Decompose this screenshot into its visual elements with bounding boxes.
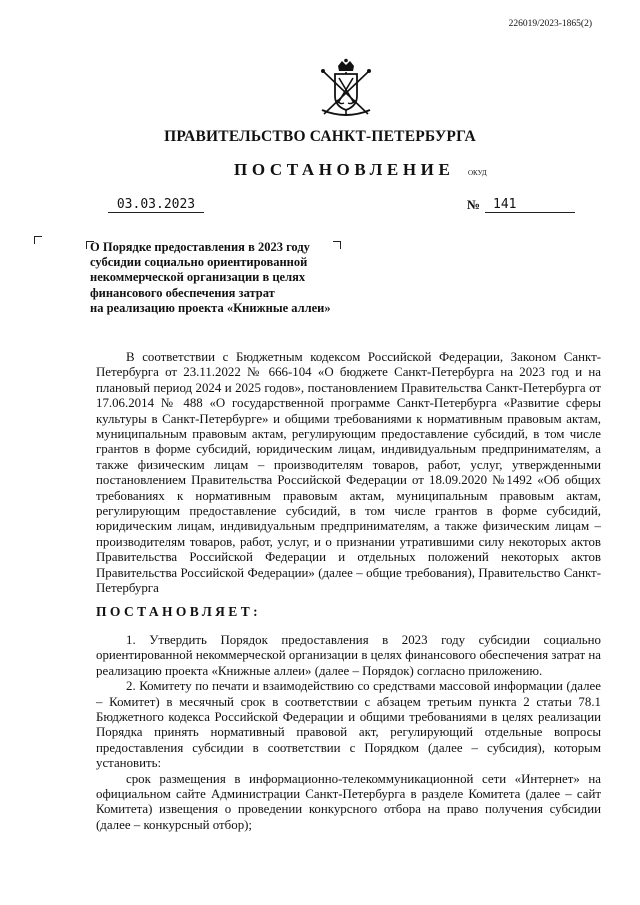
number-sign: №	[467, 197, 481, 212]
decree-heading: ПОСТАНОВЛЯЕТ:	[96, 604, 262, 619]
document-type: ПОСТАНОВЛЕНИЕ	[234, 160, 455, 179]
document-number: 141	[485, 197, 575, 213]
title-line: субсидии социально ориентированной	[90, 255, 308, 270]
title-line: некоммерческой организации в целях	[90, 270, 306, 285]
title-line: финансового обеспечения затрат	[90, 285, 275, 300]
registration-number: 226019/2023-1865(2)	[508, 19, 592, 29]
preamble-paragraph: В соответствии с Бюджетным кодексом Российской Федерации, Законом Санкт-Петербурга от 23.11.2022 № 666-104 «О бюджете Санкт-Петербурга на 2023 год и на плановый период 2024 и 2025 годов», постановлением Правительства Санкт-Петербурга от 17.06.2014 № 488 «О государственной программе Санкт-Петербурга «Развитие сферы культуры в Санкт-Петербурге» и общими требованиями к нормативным правовым актам, муниципальным правовым актам, регулирующим предоставление субсидий, в том числе грантов в форме субсидий, юридическим лицам, индивидуальным предпринимателям, а также физическим лицам – производителям товаров, работ, услуг, утвержденными постановлением Правительства Российской Федерации от 18.09.2020 №1492 «Об общих требованиях к нормативным правовым актам, муниципальным правовым актам, регулирующим предоставление субсидий, в том числе грантов в форме субсидий, юридическим лицам, индивидуальным предпринимателям, а также физическим лицам – производителям товаров, работ, услуг, и о признании утратившими силу некоторых актов Правительства Российской Федерации и отдельных положений некоторых актов Правительства Российской Федерации» (далее – общие требования), Правительство Санкт-Петербурга	[96, 350, 601, 596]
coat-of-arms-emblem	[316, 58, 376, 120]
item-2-paragraph: 2. Комитету по печати и взаимодействию со средствами массовой информации (далее – Комитет) в месячный срок в соответствии с абзацем третьим пункта 2 статьи 78.1 Бюджетного кодекса Российской Федерации и общими требованиями в целях реализации Порядка принять нормативный правовой акт, регулирующий отдельные вопросы предоставления субсидии в соответствии с Порядком (далее – субсидия), которым установить:	[96, 679, 601, 771]
preamble-section	[96, 350, 601, 597]
decree-items	[96, 633, 601, 833]
document-date: 03.03.2023	[108, 197, 204, 213]
okud-label: ОКУД	[468, 169, 487, 177]
authority-name: ПРАВИТЕЛЬСТВО САНКТ-ПЕТЕРБУРГА	[164, 128, 476, 145]
item-1-paragraph: 1. Утвердить Порядок предоставления в 2023 году субсидии социально ориентированной некоммерческой организации в целях финансового обеспечения затрат на реализацию проекта «Книжные аллеи» (далее – Порядок) согласно приложению.	[96, 633, 601, 678]
item-2-sub-paragraph: срок размещения в информационно-телекоммуникационной сети «Интернет» на официальном сайте Администрации Санкт-Петербурга в разделе Комитета (далее – сайт Комитета) извещения о проведении конкурсного отбора на право получения субсидии (далее – конкурсный отбор);	[96, 771, 601, 832]
title-line: О Порядке предоставления в 2023 году	[90, 240, 310, 254]
title-line: на реализацию проекта «Книжные аллеи»	[90, 300, 331, 315]
document-title	[90, 240, 360, 316]
title-bracket-left-outer	[34, 236, 42, 244]
